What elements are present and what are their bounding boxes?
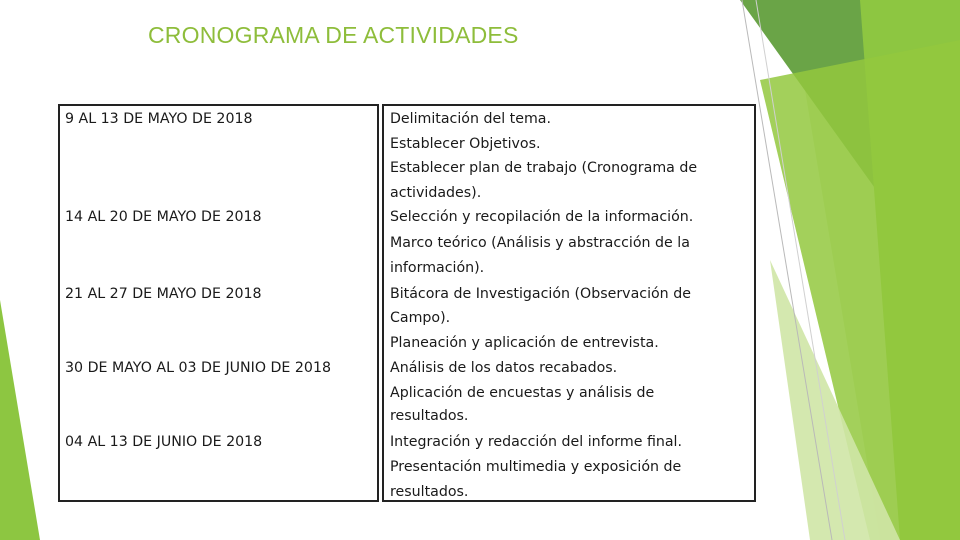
date-label: 04 AL 13 DE JUNIO DE 2018 (65, 434, 263, 450)
activity-line: Planeación y aplicación de entrevista. (390, 335, 659, 351)
activity-line: Análisis de los datos recabados. (390, 360, 618, 376)
page-title: CRONOGRAMA DE ACTIVIDADES (148, 22, 519, 48)
activity-line: Establecer Objetivos. (390, 136, 541, 152)
activity-line: Campo). (390, 310, 451, 326)
activity-line: Presentación multimedia y exposición de (390, 459, 682, 475)
activity-line: Establecer plan de trabajo (Cronograma de (390, 160, 698, 176)
activity-line: resultados. (390, 408, 469, 424)
deco-shape-left (0, 300, 40, 540)
date-label: 30 DE MAYO AL 03 DE JUNIO DE 2018 (65, 360, 332, 376)
date-label: 14 AL 20 DE MAYO DE 2018 (65, 209, 262, 225)
date-label: 9 AL 13 DE MAYO DE 2018 (65, 111, 253, 127)
activity-line: actividades). (390, 185, 482, 201)
activity-line: Delimitación del tema. (390, 111, 551, 127)
activity-line: Aplicación de encuestas y análisis de (390, 385, 655, 401)
activity-line: resultados. (390, 484, 469, 500)
activity-line: información). (390, 260, 485, 276)
date-label: 21 AL 27 DE MAYO DE 2018 (65, 286, 262, 302)
activity-line: Marco teórico (Análisis y abstracción de la (390, 235, 690, 251)
activity-line: Integración y redacción del informe final. (390, 434, 683, 450)
activity-line: Selección y recopilación de la información. (390, 209, 694, 225)
activity-line: Bitácora de Investigación (Observación de (390, 286, 691, 302)
